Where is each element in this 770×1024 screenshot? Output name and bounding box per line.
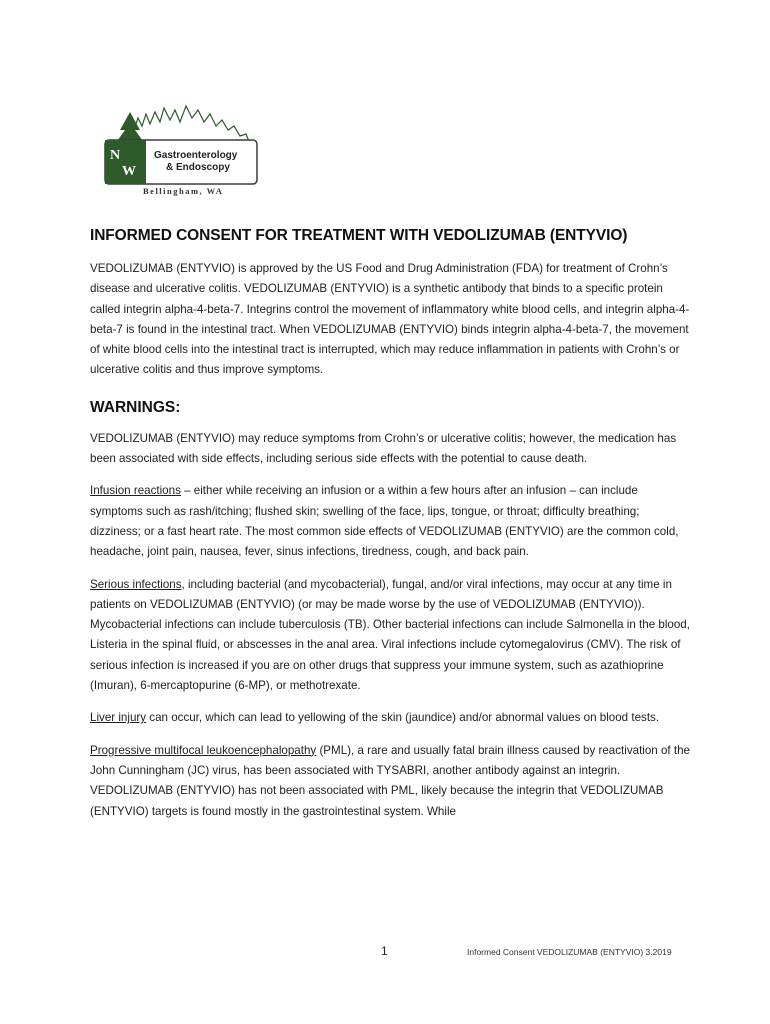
infusion-reactions-text: – either while receiving an infusion or a within a few hours after an infusion – can include symptoms such as rash/itching; flushed skin; swelling of the face, lips, tongue, or throat; difficulty breathing; dizziness; or a fast heart rate. The most common side effects of VEDOLIZUMAB (ENTYVIO) are the common cold, headache, joint pain, nausea, fever, sinus infections, tiredness, cough, and back pain. <box>90 484 679 559</box>
document-body <box>90 227 690 834</box>
footer-note: Informed Consent VEDOLIZUMAB (ENTYVIO) 3.2019 <box>467 947 672 957</box>
pml-term: Progressive multifocal leukoencephalopathy <box>90 743 317 757</box>
logo-city: Bellingham, WA <box>143 186 224 196</box>
logo-practice-name <box>154 150 237 174</box>
liver-injury-term: Liver injury <box>90 711 147 725</box>
logo-line2: & Endoscopy <box>166 162 230 173</box>
logo-divider <box>143 140 146 184</box>
logo-line1: Gastroenterology <box>154 150 238 161</box>
treeline-icon <box>125 106 250 144</box>
serious-infections-text: , including bacterial (and mycobacterial), fungal, and/or viral infections, may occur at any time in patients on VEDOLIZUMAB (ENTYVIO) (or may be made worse by the use of VEDOLIZUMAB (ENTYVIO)). Mycobacterial infections can include tuberculosis (TB). Other bacterial infections can include Salmonella in the blood, Listeria in the spinal fluid, or abscesses in the anal area. Viral infections include cytomegalovirus (CMV). The risk of serious infection is increased if you are on other drugs that suppress your immune system, such as azathioprine (Imuran), 6-mercaptopurine (6-MP), or methotrexate. <box>90 577 690 693</box>
pml-text: (PML), a rare and usually fatal brain illness caused by reactivation of the John Cunningham (JC) virus, has been associated with TYSABRI, another antibody against an integrin. VEDOLIZUMAB (ENTYVIO) has not been associated with PML, likely because the integrin that VEDOLIZUMAB (ENTYVIO) targets is found mostly in the gastrointestinal system. While <box>90 743 690 818</box>
intro-paragraph: VEDOLIZUMAB (ENTYVIO) is approved by the US Food and Drug Administration (FDA) for treatment of Crohn’s disease and ulcerative colitis. VEDOLIZUMAB (ENTYVIO) is a synthetic antibody that binds to a specific protein called integrin alpha-4-beta-7. Integrins control the movement of inflammatory white blood cells, and integrin alpha-4-beta-7 is found in the intestinal tract. When VEDOLIZUMAB (ENTYVIO) binds integrin alpha-4-beta-7, the movement of white blood cells into the intestinal tract is interrupted, which may reduce inflammation in patients with Crohn’s or ulcerative colitis and thus improve symptoms. <box>90 262 690 377</box>
warnings-intro-paragraph: VEDOLIZUMAB (ENTYVIO) may reduce symptoms from Crohn’s or ulcerative colitis; however, the medication has been associated with side effects, including serious side effects with the potential to cause death. <box>90 431 677 466</box>
warnings-heading: WARNINGS: <box>90 398 181 416</box>
pml-paragraph <box>90 741 690 822</box>
liver-injury-text: can occur, which can lead to yellowing of the skin (jaundice) and/or abnormal values on blood tests. <box>146 711 660 725</box>
page-number: 1 <box>381 944 388 958</box>
infusion-reactions-term: Infusion reactions <box>90 484 181 498</box>
logo-letter-w: W <box>122 164 136 179</box>
serious-infections-term: Serious infections <box>90 577 182 591</box>
practice-logo <box>100 100 265 200</box>
liver-injury-paragraph <box>90 708 690 728</box>
serious-infections-paragraph <box>90 575 690 697</box>
logo-letter-n: N <box>110 148 121 163</box>
infusion-reactions-paragraph <box>90 481 690 562</box>
document-title: INFORMED CONSENT FOR TREATMENT WITH VEDOLIZUMAB (ENTYVIO) <box>90 227 628 244</box>
